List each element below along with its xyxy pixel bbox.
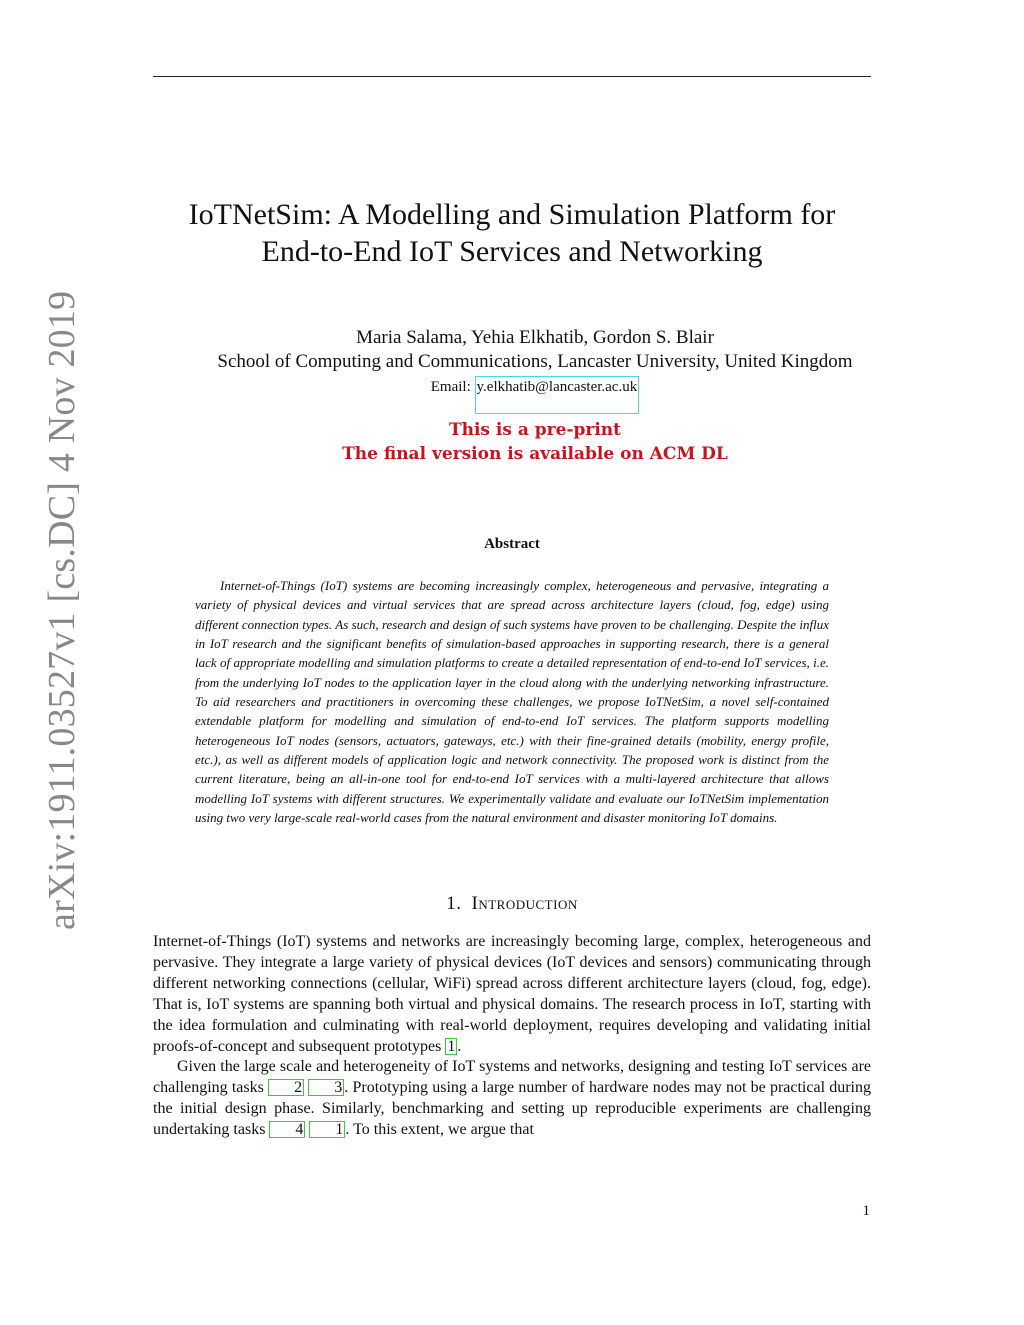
header-rule — [153, 76, 871, 77]
intro-paragraph-1 — [153, 932, 871, 1057]
intro-p2-part3: . To this extent, we argue that — [345, 1121, 534, 1139]
abstract-text: Internet-of-Things (IoT) systems are becoming increasingly complex, heterogeneous and pervasive, integrating a variety of physical devices and virtual services that are spread across architecture layers (cloud, fog, edge) using different connection types. As such, research and design of such systems have proven to be challenging. Despite the influx in IoT research and the significant benefits of simulation-based approaches in supporting research, there is a general lack of appropriate modelling and simulation platforms to create a detailed representation of end-to-end IoT services, i.e. from the underlying IoT nodes to the application layer in the cloud along with the underlying networking infrastructure. To aid researchers and practitioners in overcoming these challenges, we propose IoTNetSim, a novel self-contained extendable platform for modelling and simulation of end-to-end IoT services. The platform supports modelling heterogeneous IoT nodes (sensors, actuators, gateways, etc.) with their fine-grained details (mobility, energy profile, etc.), as well as different models of application logic and network connectivity. The proposed work is distinct from the current literature, being an all-in-one tool for end-to-end IoT services with a multi-layered architecture that allows modelling IoT systems with different structures. We experimentally validate and evaluate our IoTNetSim implementation using two very large-scale real-world cases from the natural environment and disaster monitoring IoT domains. — [195, 578, 829, 826]
citation-link[interactable]: 2 — [268, 1079, 304, 1096]
arxiv-identifier: arXiv:1911.03527v1 [cs.DC] 4 Nov 2019 — [41, 290, 83, 930]
section-heading — [150, 893, 874, 915]
abstract-heading: Abstract — [484, 536, 540, 552]
email-label: Email: — [430, 379, 471, 395]
intro-p2-part2: . Prototyping using a large number of hardware nodes may not be practical during the initial design phase. Similarly, benchmarking and setting up reproducible experiments are challenging undertaking tasks — [153, 1079, 872, 1139]
citation-link[interactable]: 4 — [269, 1121, 305, 1138]
section-number: 1. — [446, 893, 462, 914]
abstract-body — [195, 576, 829, 827]
title-line-2: End-to-End IoT Services and Networking — [261, 235, 763, 268]
title-line-1: IoTNetSim: A Modelling and Simulation Platform for — [188, 198, 836, 231]
section-title: Introduction — [471, 893, 578, 914]
citation-link[interactable]: 1 — [447, 1037, 456, 1055]
affiliation: School of Computing and Communications, Lancaster University, United Kingdom — [217, 351, 853, 372]
intro-p2-part1: Given the large scale and heterogeneity of IoT systems and networks, designing and testing IoT services are challenging tasks — [153, 1058, 871, 1097]
author-list: Maria Salama, Yehia Elkhatib, Gordon S. Blair — [356, 327, 714, 348]
intro-p1-text: Internet-of-Things (IoT) systems and networks are increasingly becoming large, complex, heterogeneous and pervasive. They integrate a large variety of physical devices (IoT devices and sensors) communicating through different networking connections (cellular, WiFi) spread across different architecture layers (cloud, fog, edge). That is, IoT systems are spanning both virtual and physical domains. The research process in IoT, starting with the idea formulation and culminating with real-world deployment, requires developing and validating initial proofs-of-concept and subsequent prototypes — [153, 933, 871, 1055]
page-number: 1 — [862, 1203, 870, 1219]
citation-link[interactable]: 3 — [308, 1079, 344, 1096]
introduction-body — [153, 932, 871, 1141]
paper-title — [120, 196, 904, 270]
intro-paragraph-2 — [153, 1057, 871, 1141]
email-row — [150, 377, 920, 414]
preprint-notice: This is a pre-print — [448, 420, 622, 440]
citation-link[interactable]: 1 — [309, 1121, 345, 1138]
email-link[interactable]: y.elkhatib@lancaster.ac.uk — [475, 376, 640, 414]
final-version-notice: The final version is available on ACM DL — [342, 444, 728, 464]
intro-p1-end: . — [457, 1037, 462, 1055]
